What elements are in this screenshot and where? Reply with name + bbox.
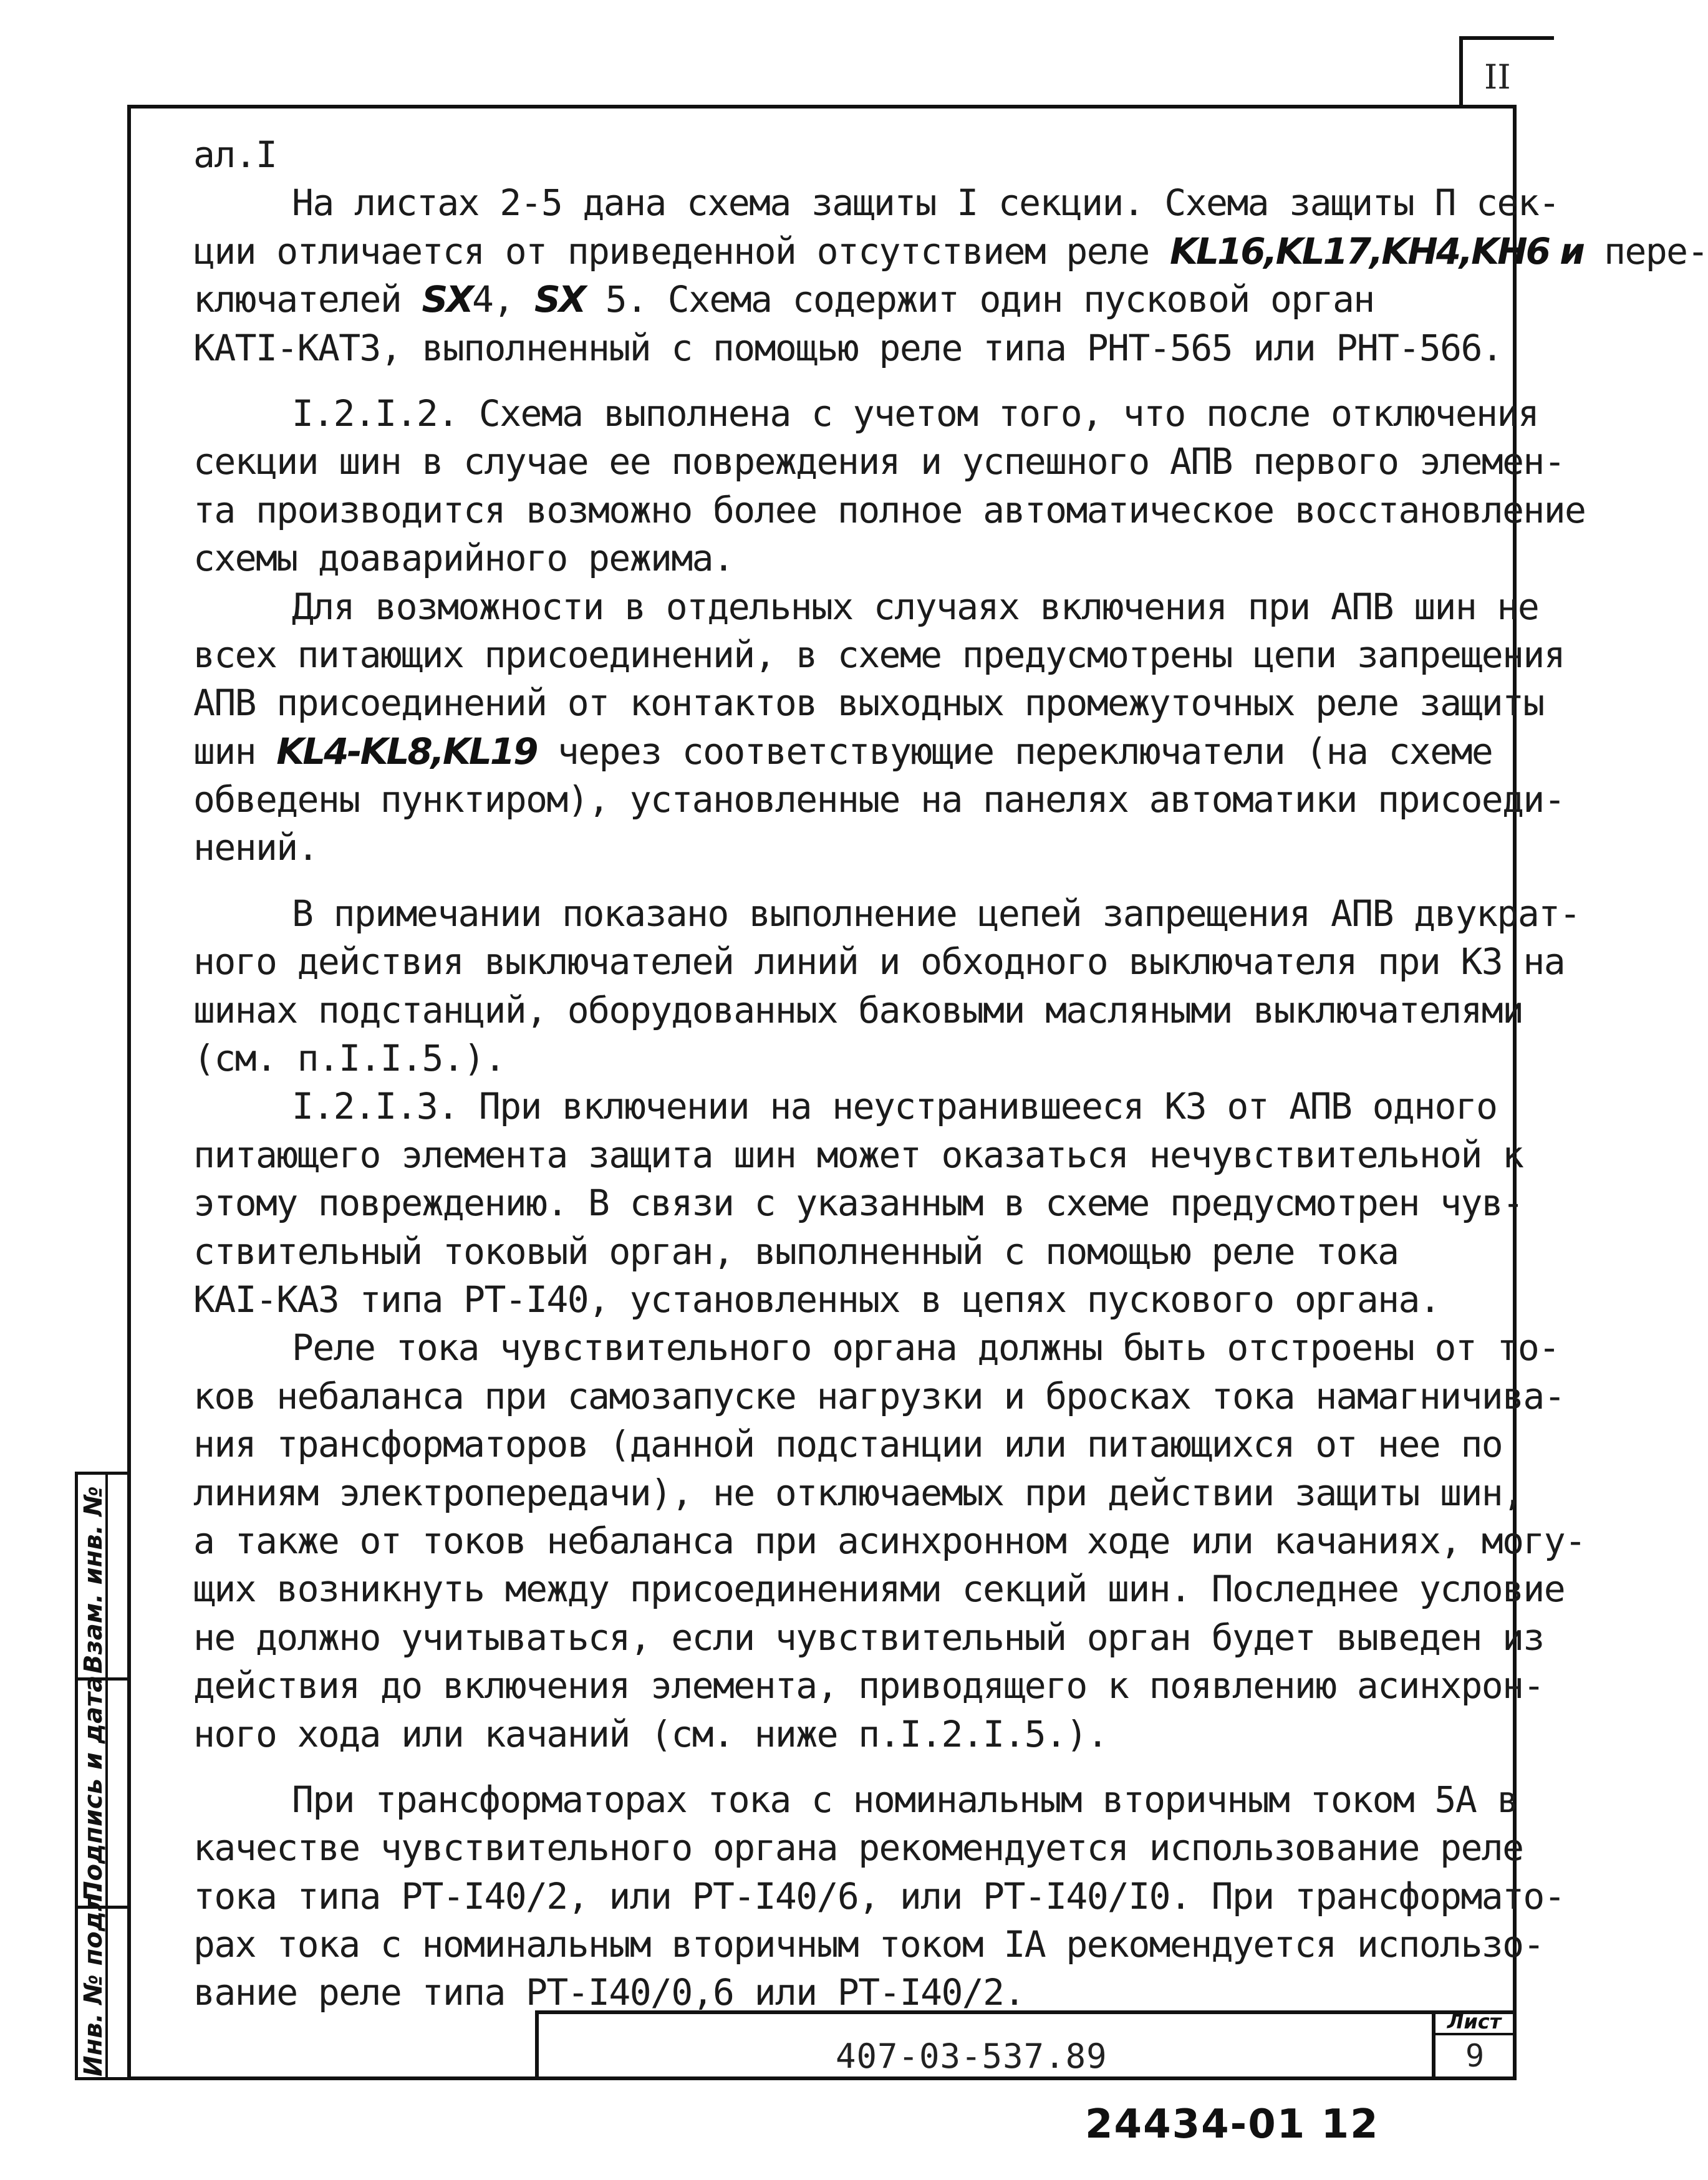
text-line: щих возникнуть между присоединениями секций шин. Последнее условие bbox=[193, 1568, 1565, 1611]
text-line: При трансформаторах тока с номинальным вторичным током 5А в bbox=[292, 1778, 1518, 1821]
text-line: ции отличается от приведенной отсутствием реле KL16,KL17,KH4,KH6 и пере- bbox=[193, 229, 1708, 272]
text-line: тока типа РТ-I40/2, или РТ-I40/6, или РТ-I40/I0. При трансформато- bbox=[193, 1874, 1565, 1917]
text-line: ния трансформаторов (данной подстанции или питающихся от нее по bbox=[193, 1423, 1503, 1466]
text-line: КАТI-КАТЗ, выполненный с помощью реле типа РНТ-565 или РНТ-566. bbox=[193, 326, 1503, 369]
side-label-inv-replace: Взам. инв. № bbox=[79, 1486, 108, 1674]
text-line: В примечании показано выполнение цепей запрещения АПВ двукрат- bbox=[292, 892, 1580, 935]
document-code: 407-03-537.89 bbox=[836, 2037, 1107, 2076]
text-line: ков небаланса при самозапуске нагрузки и бросках тока намагничива- bbox=[193, 1374, 1565, 1417]
text-line: На листах 2-5 дана схема защиты I секции. Схема защиты П сек- bbox=[292, 181, 1560, 224]
side-cell-orig bbox=[78, 1883, 127, 2080]
text-line: схемы доаварийного режима. bbox=[193, 537, 734, 580]
sheet-number: 9 bbox=[1465, 2038, 1485, 2074]
text-line: питающего элемента защита шин может оказаться нечувствительной к bbox=[193, 1133, 1523, 1176]
side-label-inv-orig: Инв. № подл. bbox=[79, 1883, 108, 2076]
handwritten-archive-number: 24434-01 12 bbox=[1085, 2101, 1379, 2148]
text-line: I.2.I.2. Схема выполнена с учетом того, что после отключения bbox=[292, 392, 1539, 435]
text-line: шин KL4-KL8,KL19 через соответствующие переключатели (на схеме bbox=[193, 730, 1493, 773]
side-cell-sign bbox=[78, 1675, 127, 1909]
corner-page-number: II bbox=[1484, 57, 1511, 97]
text-line: обведены пунктиром), установленные на панелях автоматики присоеди- bbox=[193, 778, 1565, 821]
text-line: нений. bbox=[193, 826, 318, 869]
text-line: ного действия выключателей линий и обходного выключателя при КЗ на bbox=[193, 940, 1565, 983]
text-line: всех питающих присоединений, в схеме предусмотрены цепи запрещения bbox=[193, 633, 1565, 676]
text-line: этому повреждению. В связи с указанным в схеме предусмотрен чув- bbox=[193, 1182, 1523, 1225]
text-line: Для возможности в отдельных случаях включения при АПВ шин не bbox=[292, 585, 1539, 628]
text-line: вание реле типа РТ-I40/0,6 или РТ-I40/2. bbox=[193, 1971, 1025, 2014]
text-line: ствительный токовый орган, выполненный с помощью реле тока bbox=[193, 1230, 1399, 1273]
handwritten-relay-range: KL4-KL8,KL19 bbox=[276, 730, 537, 773]
side-label-sign-date: Подпись и дата bbox=[79, 1675, 108, 1902]
text-line: линиям электропередачи), не отключаемых при действии защиты шин, bbox=[193, 1471, 1523, 1514]
handwritten-switch-label: SX bbox=[422, 278, 473, 321]
text-line: ключателей SX4, SX 5. Схема содержит один пусковой орган bbox=[193, 278, 1374, 321]
text-line: та производится возможно более полное автоматическое восстановление bbox=[193, 488, 1586, 531]
text-line: действия до включения элемента, приводящего к появлению асинхрон- bbox=[193, 1664, 1544, 1707]
text-line: шинах подстанций, оборудованных баковыми масляными выключателями bbox=[193, 988, 1523, 1031]
paragraph-ref: ал.I bbox=[193, 133, 277, 176]
text-line: АПВ присоединений от контактов выходных промежуточных реле защиты bbox=[193, 682, 1544, 725]
text-line: I.2.I.3. При включении на неустранившееся КЗ от АПВ одного bbox=[292, 1085, 1497, 1128]
side-cell-replace bbox=[78, 1475, 127, 1681]
text-line: а также от токов небаланса при асинхронном ходе или качаниях, могу- bbox=[193, 1519, 1586, 1562]
sheet-label: Лист bbox=[1432, 2010, 1517, 2035]
document-body bbox=[193, 131, 1708, 2017]
text-line: не должно учитываться, если чувствительный орган будет выведен из bbox=[193, 1616, 1544, 1659]
side-stamp bbox=[75, 1472, 127, 2080]
text-line: секции шин в случае ее повреждения и успешного АПВ первого элемен- bbox=[193, 440, 1565, 483]
handwritten-switch-label: SX bbox=[534, 278, 585, 321]
text-line: (см. п.I.I.5.). bbox=[193, 1037, 505, 1080]
handwritten-relay-list: KL16,KL17,KH4,KH6 и bbox=[1170, 229, 1583, 272]
text-line: рах тока с номинальным вторичным током IА рекомендуется использо- bbox=[193, 1923, 1544, 1966]
text-line: Реле тока чувствительного органа должны быть отстроены от то- bbox=[292, 1326, 1560, 1369]
text-line: КАI-КАЗ типа РТ-I40, установленных в цепях пускового органа. bbox=[193, 1278, 1440, 1321]
text-line: качестве чувствительного органа рекомендуется использование реле bbox=[193, 1826, 1523, 1869]
text-line: ного хода или качаний (см. ниже п.I.2.I.5.). bbox=[193, 1712, 1108, 1755]
